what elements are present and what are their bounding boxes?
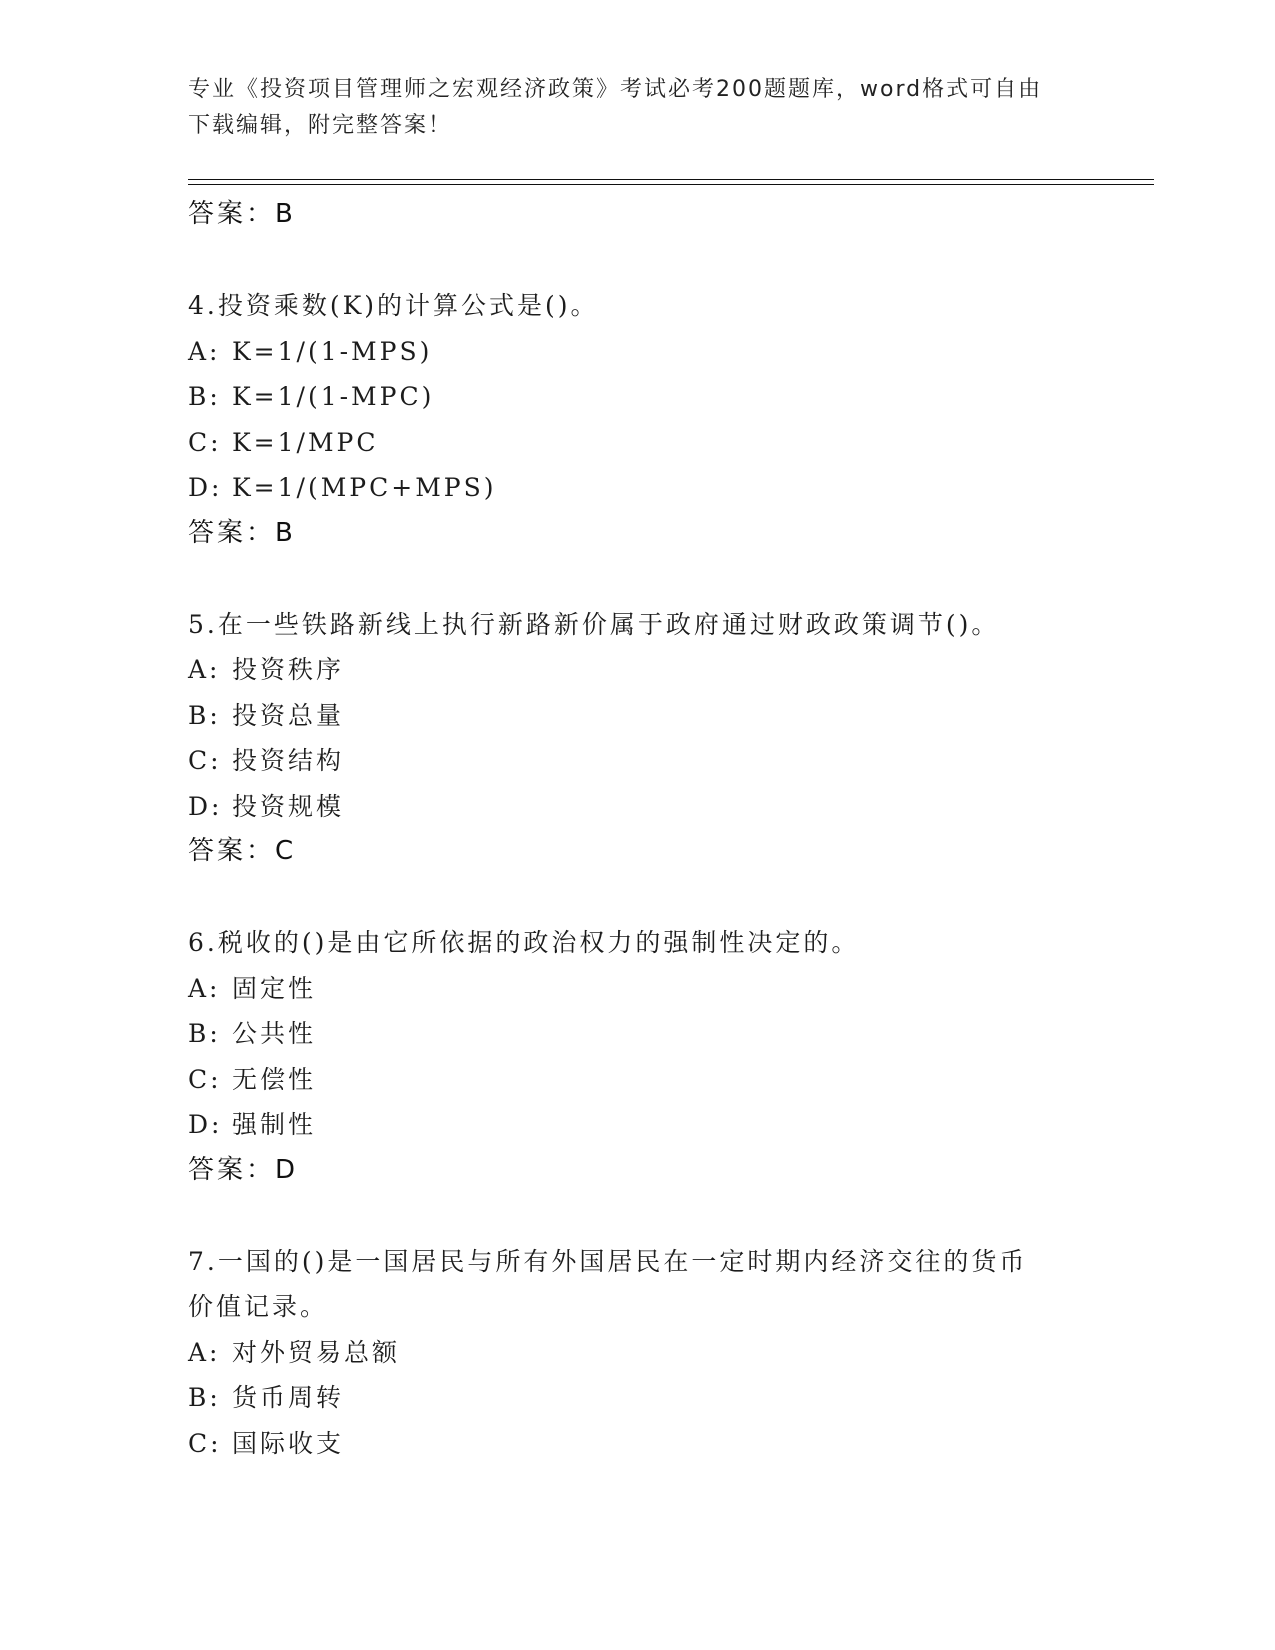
- option-c: [188, 420, 1148, 466]
- header-line-1: 专业《投资项目管理师之宏观经济政策》考试必考200题题库，word格式可自由: [188, 77, 1043, 102]
- question-block: [188, 1239, 1148, 1467]
- header-divider-top: [188, 179, 1154, 180]
- option-key: C:: [188, 427, 222, 457]
- option-d: [188, 1102, 1148, 1148]
- option-text: 强制性: [232, 1110, 317, 1139]
- spacer: [188, 556, 1148, 602]
- option-key: C:: [188, 1064, 222, 1094]
- option-key: C:: [188, 746, 222, 775]
- option-text: 国际收支: [232, 1428, 345, 1458]
- spacer: [188, 875, 1148, 921]
- option-key: B:: [188, 382, 221, 411]
- question-stem: 6.税收的()是由它所依据的政治权力的强制性决定的。: [188, 928, 860, 957]
- header-line-2: 下载编辑，附完整答案！: [188, 113, 453, 138]
- option-a: [188, 966, 1148, 1012]
- option-text: K=1/(1-MPC): [232, 382, 435, 411]
- option-text: K=1/(1-MPS): [232, 336, 433, 366]
- option-key: B:: [188, 700, 221, 730]
- option-d: [188, 465, 1148, 511]
- question-list: [188, 192, 1148, 1466]
- answer-line: 答案：C: [188, 836, 297, 866]
- option-key: A:: [188, 973, 221, 1003]
- question-stem-line-1: 7.一国的()是一国居民与所有外国居民在一定时期内经济交往的货币: [188, 1246, 1028, 1276]
- option-key: D:: [188, 1110, 223, 1139]
- option-text: 投资结构: [232, 746, 345, 775]
- option-text: K=1/(MPC+MPS): [232, 473, 497, 502]
- question-block: [188, 283, 1148, 556]
- document-header: [188, 72, 1068, 144]
- answer-line: 答案：B: [188, 517, 296, 548]
- question-block: [188, 920, 1148, 1193]
- option-key: B:: [188, 1019, 221, 1048]
- option-c: [188, 1057, 1148, 1103]
- option-b: [188, 1375, 1148, 1421]
- option-key: A:: [188, 336, 221, 366]
- answer-line: 答案：B: [188, 199, 296, 229]
- option-b: [188, 374, 1148, 420]
- option-a: [188, 1330, 1148, 1376]
- option-text: 公共性: [232, 1019, 317, 1048]
- question-stem-line-2: 价值记录。: [188, 1292, 329, 1321]
- option-text: 货币周转: [232, 1383, 345, 1412]
- question-stem: 4.投资乘数(K)的计算公式是()。: [188, 291, 599, 320]
- option-text: 对外贸易总额: [232, 1337, 401, 1367]
- option-text: 投资总量: [232, 700, 345, 730]
- spacer: [188, 238, 1148, 284]
- question-block: [188, 602, 1148, 875]
- question-stem: 5.在一些铁路新线上执行新路新价属于政府通过财政政策调节()。: [188, 609, 1000, 639]
- option-a: [188, 647, 1148, 693]
- option-a: [188, 329, 1148, 375]
- option-key: D:: [188, 473, 223, 502]
- answer-line: 答案：D: [188, 1154, 299, 1185]
- option-c: [188, 1421, 1148, 1467]
- option-key: A:: [188, 1337, 221, 1367]
- option-b: [188, 1011, 1148, 1057]
- option-text: K=1/MPC: [232, 427, 379, 457]
- option-key: C:: [188, 1428, 222, 1458]
- option-b: [188, 693, 1148, 739]
- option-key: A:: [188, 655, 221, 684]
- option-text: 投资秩序: [232, 655, 345, 684]
- option-key: D:: [188, 791, 223, 821]
- option-text: 无偿性: [232, 1064, 317, 1094]
- spacer: [188, 1193, 1148, 1239]
- option-text: 固定性: [232, 973, 317, 1003]
- option-text: 投资规模: [232, 791, 345, 821]
- header-divider-bottom: [188, 184, 1154, 185]
- option-key: B:: [188, 1383, 221, 1412]
- option-d: [188, 784, 1148, 830]
- option-c: [188, 738, 1148, 784]
